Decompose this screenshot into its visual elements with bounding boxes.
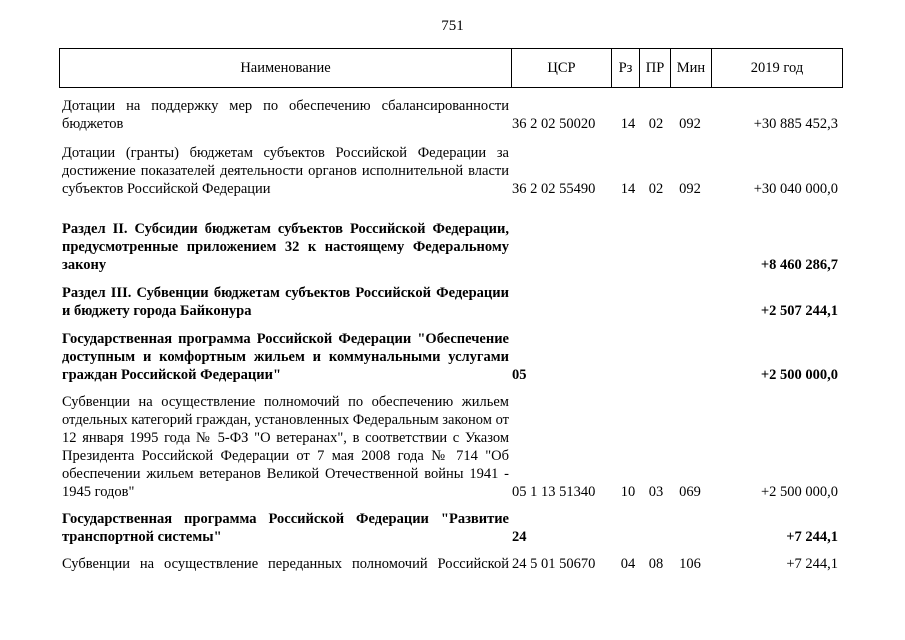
row-csr: 36 2 02 55490	[512, 181, 596, 197]
row-sum: +2 507 244,1	[760, 303, 838, 319]
row-pr: 02	[648, 181, 664, 197]
header-name: Наименование	[240, 60, 331, 76]
header-pr: ПР	[639, 49, 670, 87]
row-csr: 24	[512, 529, 527, 545]
row-rz: 10	[620, 484, 636, 500]
row-sum: +7 244,1	[786, 556, 838, 572]
header-rz: Рз	[611, 49, 639, 87]
row-sum: +8 460 286,7	[760, 257, 838, 273]
row-name: Раздел III. Субвенции бюджетам субъектов Российской Федерации и бюджету города Байконура	[62, 285, 509, 319]
row-sum: +7 244,1	[786, 529, 838, 545]
row-sum: +2 500 000,0	[760, 367, 838, 383]
header-min: Мин	[670, 49, 711, 87]
row-min: 092	[679, 181, 701, 197]
row-rz: 14	[620, 116, 636, 132]
row-sum: +30 040 000,0	[753, 181, 838, 197]
page-number: 751	[441, 18, 464, 34]
row-name: Дотации на поддержку мер по обеспечению сбалансированности бюджетов	[62, 98, 509, 132]
row-min: 092	[679, 116, 701, 132]
row-name: Субвенции на осуществление полномочий по обеспечению жильем отдельных категорий граждан, установленных Федеральным законом от 12 января 1995 года № 5-ФЗ "О ветеранах", в соответствии с Указом Президента Российской Федерации от 7 мая 2008 года № 714 "Об обеспечении жильем ветеранов Великой Отечественной войны 1941 - 1945 годов"	[62, 394, 509, 500]
row-min: 069	[679, 484, 701, 500]
row-rz: 04	[620, 556, 636, 572]
row-name: Государственная программа Российской Федерации "Развитие транспортной системы"	[62, 511, 509, 545]
header-year: 2019 год	[711, 49, 842, 87]
row-rz: 14	[620, 181, 636, 197]
row-name: Субвенции на осуществление переданных полномочий Российской	[62, 556, 509, 572]
row-csr: 36 2 02 50020	[512, 116, 596, 132]
row-min: 106	[679, 556, 701, 572]
row-csr: 05	[512, 367, 527, 383]
row-pr: 02	[648, 116, 664, 132]
table-header	[59, 48, 843, 88]
row-name: Дотации (гранты) бюджетам субъектов Российской Федерации за достижение показателей деятельности органов исполнительной власти субъектов Российской Федерации	[62, 145, 509, 197]
row-sum: +2 500 000,0	[760, 484, 838, 500]
row-sum: +30 885 452,3	[753, 116, 838, 132]
row-csr: 05 1 13 51340	[512, 484, 596, 500]
row-name: Раздел II. Субсидии бюджетам субъектов Российской Федерации, предусмотренные приложением 32 к настоящему Федеральному закону	[62, 221, 509, 273]
header-csr: ЦСР	[511, 49, 611, 87]
row-name: Государственная программа Российской Федерации "Обеспечение доступным и комфортным жильем и коммунальными услугами граждан Российской Федерации"	[62, 331, 509, 383]
row-pr: 08	[648, 556, 664, 572]
row-csr: 24 5 01 50670	[512, 556, 596, 572]
row-pr: 03	[648, 484, 664, 500]
